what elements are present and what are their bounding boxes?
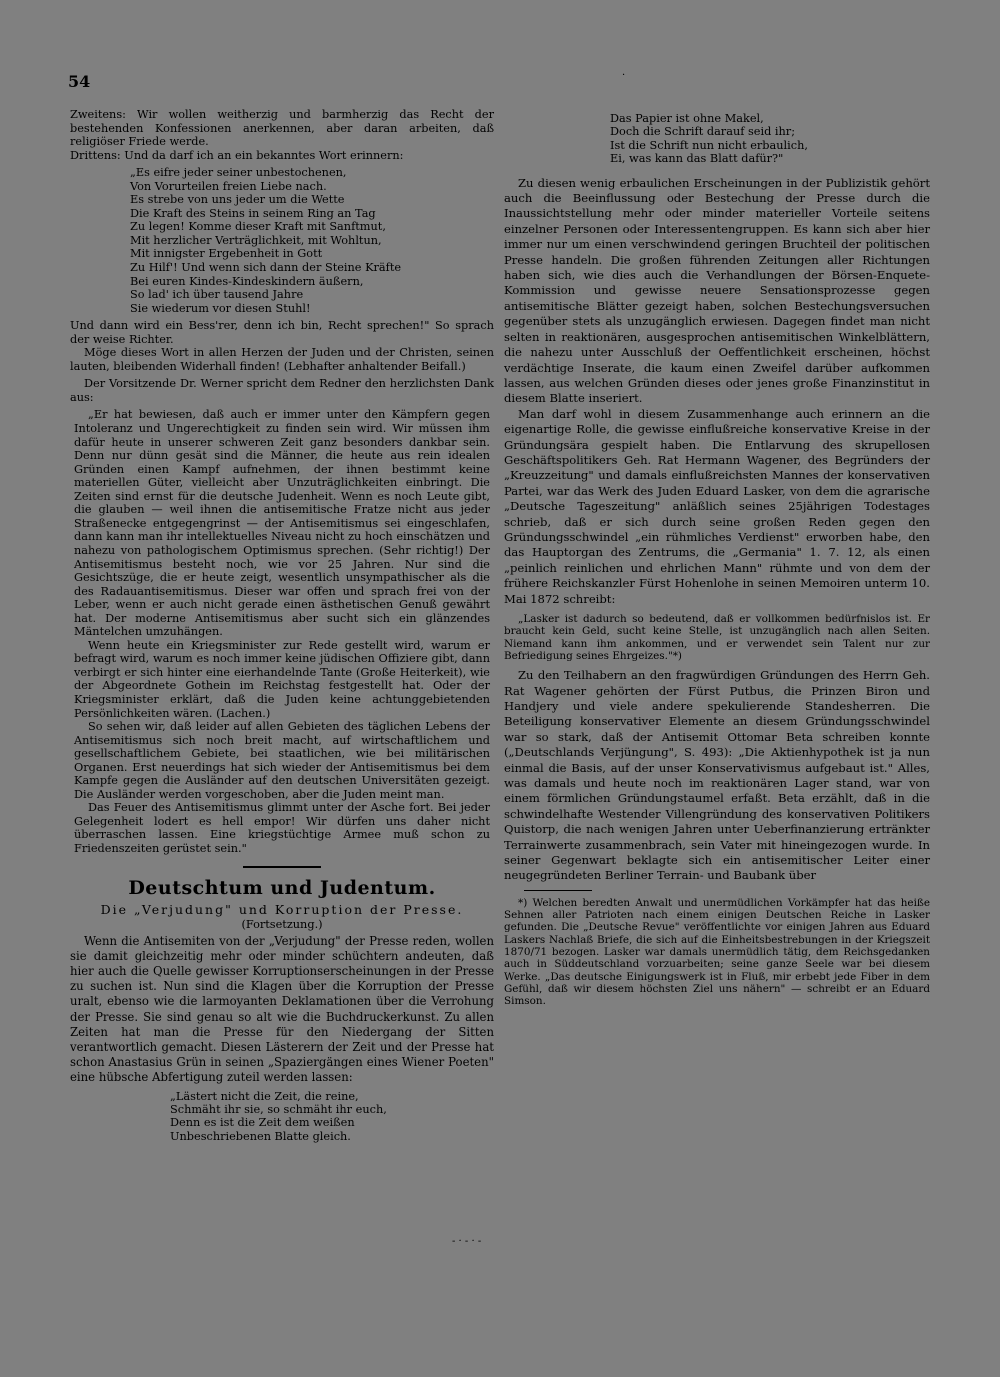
separator-rule <box>243 866 321 868</box>
poem-line: Die Kraft des Steins in seinem Ring an Tag <box>130 206 376 220</box>
poem-line: Ei, was kann das Blatt dafür?" <box>610 152 784 166</box>
poem-line: Ist die Schrift nun nicht erbaulich, <box>610 138 808 152</box>
footnote-rule <box>524 890 592 891</box>
right-column <box>504 112 930 1008</box>
poem <box>130 166 494 315</box>
paragraph: Möge dieses Wort in allen Herzen der Juden und der Christen, seinen lauten, bleibenden Widerhall finden! (Lebhafter anhaltender Beifall.) <box>70 346 494 373</box>
article-subheading: Die „Verjudung" und Korruption der Presse. <box>100 901 464 917</box>
quote-paragraph: Das Feuer des Antisemitismus glimmt unter der Asche fort. Bei jeder Gelegenheit lodert es hell empor! Wir dürfen uns daher nicht überraschen lassen. Eine kriegstüchtige Armee muß schon zu Friedenszeiten gerüstet sein." <box>74 801 490 855</box>
poem-line: Bei euren Kindes-Kindeskindern äußern, <box>130 274 364 288</box>
paragraph: Zu diesen wenig erbaulichen Erscheinungen in der Publizistik gehört auch die Beeinflussung oder Bestechung der Presse durch die Inaussichtstellung mehr oder minder materieller Vorteile seitens einzelner Personen oder Interessentengruppen. Es kann sich aber hier immer nur um einen verschwindend geringen Bruchteil der politischen Presse handeln. Die großen führenden Zeitungen aller Richtungen haben sich, wie dies auch die Verhandlungen der Börsen-Enquete-Kommission und gewisse neuere Sensationsprozesse gegen antisemitische Blätter gezeigt haben, solchen Bestechungsversuchen gegenüber stets als unzugänglich erwiesen. Dagegen findet man nicht selten in reaktionären, ausgesprochen antisemitischen Winkelblättern, die nahezu unter Ausschluß der Oeffentlichkeit erscheinen, höchst verdächtige Inserate, die kaum einen Zweifel darüber aufkommen lassen, aus welchen Gründen dieses oder jenes große Finanzinstitut in diesem Blatte inseriert. <box>504 175 930 406</box>
poem-line: Sie wiederum vor diesen Stuhl! <box>130 301 311 315</box>
article-heading: Deutschtum und Judentum. <box>128 876 436 899</box>
poem-line: Von Vorurteilen freien Liebe nach. <box>130 179 327 193</box>
poem-line: Mit innigster Ergebenheit in Gott <box>130 247 323 261</box>
footnote: *) Welchen beredten Anwalt und unermüdlichen Vorkämpfer hat das heiße Sehnen aller Patrioten nach einem einigen Deutschen Reiche in Lasker gefunden. Die „Deutsche Revue" veröffentlichte vor einigen Jahren aus Eduard Laskers Nachlaß Briefe, die sich auf die Einheitsbestrebungen in der Kriegszeit 1870/71 bezogen. Lasker war damals unermüdlich tätig, dem Reichsgedanken auch in Süddeutschland vorzuarbeiten; seine ganze Seele war bei diesem Werke. „Das deutsche Einigungswerk ist in Fluß, mir erbebt jede Fiber in dem Gefühl, daß wir diesem höchsten Ziel uns nähern" — schreibt er an Eduard Simson. <box>504 896 930 1008</box>
paragraph: Zu den Teilhabern an den fragwürdigen Gründungen des Herrn Geh. Rat Wagener gehörten der Fürst Putbus, die Prinzen Biron und Handjery und viele andere spekulierende Standesherren. Die Beteiligung konservativer Elemente an diesem Gründungsschwindel war so stark, daß der Antisemit Ottomar Beta schreiben konnte („Deutschlands Verjüngung", S. 493): „Die Aktienhypothek ist ja nun einmal die Basis, auf der unser Konservativismus aufgebaut ist." Alles, was damals und heute noch im reaktionären Lager stand, war von einem förmlichen Gründungstaumel erfaßt. Beta erzählt, daß in die schwindelhafte Westender Villengründung des konservativen Politikers Quistorp, die nach wenigen Jahren unter Ueberfinanzierung ertränkter Terrainwerte zusammenbrach, sein Vater mit hineingezogen wurde. In seiner Gegenwart beklagte sich ein antisemitischer Leiter einer neugegründeten Berliner Terrain- und Baubank über <box>504 668 930 883</box>
stray-mark: - · - · - <box>452 1236 482 1247</box>
paragraph: Zweitens: Wir wollen weitherzig und barmherzig das Recht der bestehenden Konfessionen anerkennen, aber daran arbeiten, daß religiöser Friede werde. <box>70 108 494 149</box>
poem-line: Unbeschriebenen Blatte gleich. <box>170 1129 351 1143</box>
poem-line: Es strebe von uns jeder um die Wette <box>130 193 345 207</box>
poem <box>170 1090 494 1144</box>
poem-line: „Es eifre jeder seiner unbestochenen, <box>130 166 347 180</box>
poem-line: Zu Hilf'! Und wenn sich dann der Steine Kräfte <box>130 261 402 275</box>
speech-quote <box>74 408 490 855</box>
poem-line: Zu legen! Komme dieser Kraft mit Sanftmut, <box>130 220 386 234</box>
paragraph: Der Vorsitzende Dr. Werner spricht dem Redner den herzlichsten Dank aus: <box>70 377 494 404</box>
paragraph: Man darf wohl in diesem Zusammenhange auch erinnern an die eigenartige Rolle, die gewisse einflußreiche konservative Kreise in der Gründungsära gespielt haben. Die Entlarvung des skrupellosen Geschäftspolitikers Geh. Rat Hermann Wagener, des Begründers der „Kreuzzeitung" und damals einflußreichsten Mannes der konservativen Partei, war das Werk des Juden Eduard Lasker, von dem die agrarische „Deutsche Tageszeitung" anläßlich seines 25jährigen Todestages schrieb, daß er sich durch seine großen Reden gegen den Gründungsschwindel „ein rühmliches Verdienst" erworben habe, den das Hauptorgan des Zentrums, die „Germania" 1. 7. 12, als einen „peinlich reinlichen und ehrlichen Mann" rühmte und von dem der frühere Reichskanzler Fürst Hohenlohe in seinen Memoiren unterm 10. Mai 1872 schreibt: <box>504 406 930 606</box>
poem-line: So lad' ich über tausend Jahre <box>130 288 304 302</box>
poem-line: Doch die Schrift darauf seid ihr; <box>610 125 796 139</box>
paragraph: Und dann wird ein Bess'rer, denn ich bin, Recht sprechen!" So sprach der weise Richter. <box>70 319 494 346</box>
poem <box>610 112 930 166</box>
quote-paragraph: „Lasker ist dadurch so bedeutend, daß er vollkommen bedürfnislos ist. Er braucht kein Geld, sucht keine Stelle, ist unzugänglich nach allen Seiten. Niemand kann ihm ankommen, und er verwendet sein Talent nur zur Befriedigung seines Ehrgeizes."*) <box>504 613 930 662</box>
poem-line: Mit herzlicher Verträglichkeit, mit Wohltun, <box>130 233 382 247</box>
poem-line: Das Papier ist ohne Makel, <box>610 112 764 125</box>
poem-line: Schmäht ihr sie, so schmäht ihr euch, <box>170 1102 387 1116</box>
poem-line: Denn es ist die Zeit dem weißen <box>170 1116 355 1130</box>
quote-paragraph: Wenn heute ein Kriegsminister zur Rede gestellt wird, warum er befragt wird, warum es noch immer keine jüdischen Offiziere gibt, dann verbirgt er sich hinter eine eierhandelnde Tante (Große Heiterkeit), wie der Abgeordnete Gothein im Reichstag festgestellt hat. Oder der Kriegsminister erklärt, daß die Juden keine achtunggebietenden Persönlichkeiten wären. (Lachen.) <box>74 638 490 720</box>
left-column <box>70 108 494 1143</box>
quote-paragraph: So sehen wir, daß leider auf allen Gebieten des täglichen Lebens der Antisemitismus sich noch breit macht, auf wirtschaftlichem und gesellschaftlichem Gebiete, bei staatlichen, wie bei militärischen Organen. Erst neuerdings hat sich wieder der Antisemitismus bei dem Kampfe gegen die Ausländer auf den deutschen Universitäten gezeigt. Die Ausländer werden vorgeschoben, aber die Juden meint man. <box>74 720 490 801</box>
paragraph: Drittens: Und da darf ich an ein bekanntes Wort erinnern: <box>70 148 404 162</box>
paragraph: Wenn die Antisemiten von der „Verjudung" der Presse reden, wollen sie damit gleichzeitig mehr oder minder schüchtern andeuten, daß hier auch die Quelle gewisser Korruptionserscheinungen in der Presse zu suchen ist. Nun sind die Klagen über die Korruption der Presse uralt, ebenso wie die larmoyanten Deklamationen über die Verrohung der Presse. Sie sind genau so alt wie die Buchdruckerkunst. Zu allen Zeiten hat man die Presse für den Niedergang der Sitten verantwortlich gemacht. Diesen Lästerern der Zeit und der Presse hat schon Anastasius Grün in seinen „Spaziergängen eines Wiener Poeten" eine hübsche Abfertigung zuteil werden lassen: <box>70 933 494 1085</box>
top-mark: · <box>622 70 626 81</box>
poem-line: „Lästert nicht die Zeit, die reine, <box>170 1089 359 1103</box>
continuation-note: (Fortsetzung.) <box>241 917 323 931</box>
quote-paragraph: „Er hat bewiesen, daß auch er immer unter den Kämpfern gegen Intoleranz und Ungerechtigkeit zu finden sein wird. Wir müssen ihm dafür heute in unserer schweren Zeit ganz besonders dankbar sein. Denn nur dünn gesät sind die Männer, die heute aus rein idealen Gründen einen Kampf aufnehmen, der ihnen bestimmt keine materiellen Güter, vielleicht aber Unzuträglichkeiten einbringt. Die Zeiten sind ernst für die deutsche Judenheit. Wenn es noch Leute gibt, die glauben — weil ihnen die antisemitische Fratze nicht aus jeder Straßenecke entgegengrinst — der Antisemitismus sei eingeschlafen, dann kann man ihr intellektuelles Niveau nicht zu hoch einschätzen und nahezu von pathologischem Optimismus sprechen. (Sehr richtig!) Der Antisemitismus besteht noch, wie vor 25 Jahren. Nur sind die Gesichtszüge, die er heute zeigt, wesentlich unsympathischer als die des Radauantisemitismus. Dieser war offen und sprach frei von der Leber, wenn er auch nicht gerade einen ästhetischen Genuß gewährt hat. Der moderne Antisemitismus aber sucht sich ein glänzendes Mäntelchen umzuhängen. <box>74 408 490 639</box>
page-number: 54 <box>68 72 91 91</box>
